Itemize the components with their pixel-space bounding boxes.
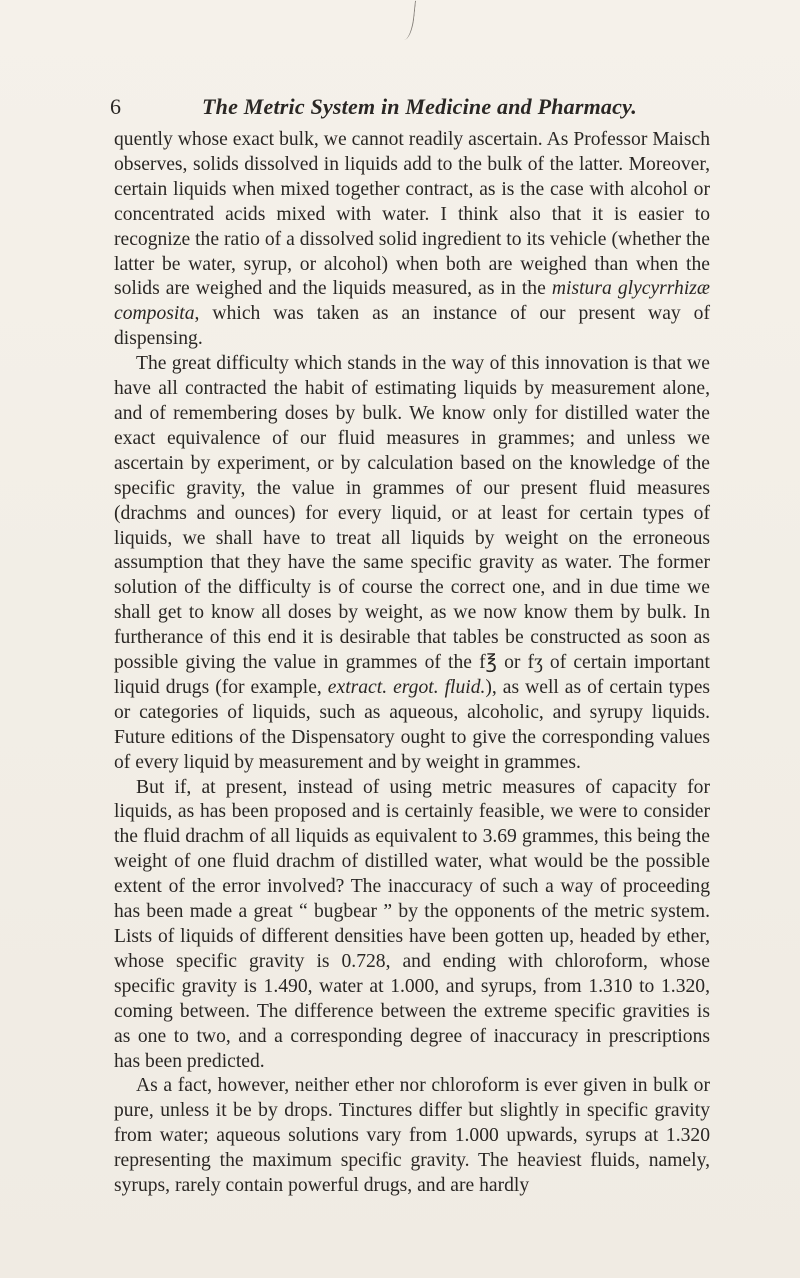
paragraph-2 [114,352,710,775]
paragraph-2-italic: extract. ergot. fluid. [327,676,486,698]
paragraph-4 [114,1074,710,1199]
paragraph-3-text: But if, at present, instead of using metric measures of capacity for liquids, as has been proposed and is certainly feasible, we were to consider the fluid drachm of all liquids as equivalent to 3.69 grammes, this being the weight of one fluid drachm of distilled water, what would be the possible extent of the error involved? The inaccuracy of such a way of proceeding has been made a great “ bugbear ” by the opponents of the metric system. Lists of liquids of different densities have been gotten up, headed by ether, whose specific gravity is 0.728, and ending with chloroform, whose specific gravity is 1.490, water at 1.000, and syrups, from 1.310 to 1.320, coming between. The difference between the extreme specific gravities is as one to two, and a corresponding degree of inaccuracy in prescriptions has been predicted. [114,776,710,1072]
running-title: The Metric System in Medicine and Pharmacy. [202,94,637,119]
paragraph-1-text-a: quently whose exact bulk, we cannot readily ascertain. As Professor Maisch observes, solids dissolved in liquids add to the bulk of the latter. Moreover, certain liquids when mixed together contract, as is the case with alcohol or concentrated acids mixed with water. I think also that it is easier to recognize the ratio of a dissolved solid ingredient to its vehicle (whether the latter be water, syrup, or alcohol) when both are weighed than when the solids are weighed and the liquids measured, as in the [114,129,710,300]
paragraph-4-text: As a fact, however, neither ether nor chloroform is ever given in bulk or pure, unless it be by drops. Tinctures differ but slightly in specific gravity from water; aqueous solutions vary from 1.000 upwards, syrups at 1.320 representing the maximum specific gravity. The heaviest fluids, namely, syrups, rarely contain powerful drugs, and are hardly [114,1075,710,1197]
paragraph-2-text-b: ), as well as of certain types or categories of liquids, such as aqueous, alcoholic, and syrupy liquids. Future editions of the Dispensatory ought to give the corresponding values of every liquid by measurement and by weight in grammes. [114,676,711,773]
page-number: 6 [110,94,121,119]
paragraph-1-italic: mistura glycyrrhizæ composita [114,278,710,325]
paragraph-3 [114,776,710,1075]
paragraph-2-text-a: The great difficulty which stands in the way of this innovation is that we have all contracted the habit of estimating liquids by measurement alone, and of remembering doses by bulk. We know only for distilled water the exact equivalence of our fluid measures in grammes; and unless we ascertain by experiment, or by calculation based on the knowledge of the specific gravity, the value in grammes of our present fluid measures (drachms and ounces) for every liquid, or at least for certain types of liquids, we shall have to treat all liquids by weight on the erroneous assumption that they have the same specific gravity as water. The former solution of the difficulty is of course the correct one, and in due time we shall get to know all doses by weight, as we now know them by bulk. In furtherance of this end it is desirable that tables be constructed as soon as possible giving the value in grammes of the f℥ or fʒ of certain important liquid drugs (for example, [114,353,710,698]
paragraph-1-text-b: , which was taken as an instance of our present way of dispensing. [114,303,710,350]
running-head [110,94,710,124]
body-text [114,128,710,1199]
scan-artifact-mark [399,0,416,41]
paragraph-1 [114,128,710,352]
